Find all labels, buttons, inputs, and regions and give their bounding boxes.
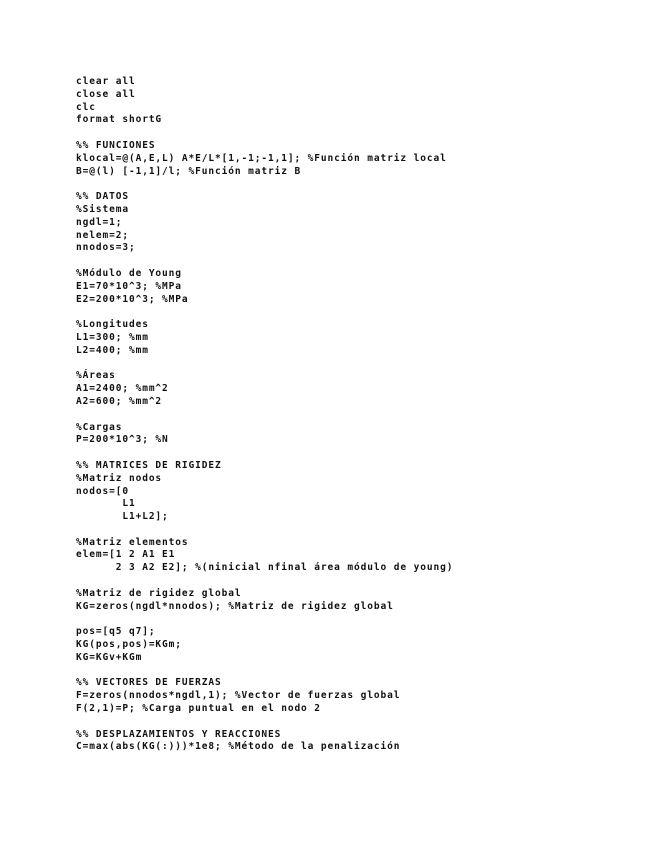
code-line <box>76 665 453 678</box>
code-line <box>76 306 453 319</box>
code-line: %Áreas <box>76 370 116 382</box>
code-line: %Matriz nodos <box>76 472 163 484</box>
code-line: %% DATOS <box>76 191 129 203</box>
code-line: klocal=@(A,E,L) A*E/L*[1,-1;-1,1]; %Función matriz local <box>76 152 447 164</box>
code-line: ngdl=1; <box>76 216 123 228</box>
code-line: L1+L2]; <box>76 511 169 523</box>
code-line: format shortG <box>76 114 163 126</box>
code-line: KG=zeros(ngdl*nnodos); %Matriz de rigidez global <box>76 600 394 612</box>
code-line: clear all <box>76 76 136 87</box>
code-line: %Matriz de rigidez global <box>76 587 242 599</box>
code-line: %Sistema <box>76 203 129 215</box>
code-line: nelem=2; <box>76 229 129 241</box>
code-line: F(2,1)=P; %Carga puntual en el nodo 2 <box>76 703 321 715</box>
code-line: %% MATRICES DE RIGIDEZ <box>76 459 222 471</box>
code-line <box>76 255 453 268</box>
code-line: A1=2400; %mm^2 <box>76 383 169 395</box>
code-line: E1=70*10^3; %MPa <box>76 280 182 292</box>
code-line <box>76 447 453 460</box>
code-line: nodos=[0 <box>76 485 129 497</box>
code-line: C=max(abs(KG(:)))*1e8; %Método de la penalización <box>76 741 401 753</box>
code-line: %% DESPLAZAMIENTOS Y REACCIONES <box>76 728 282 740</box>
code-line: %Cargas <box>76 421 123 433</box>
code-line: %Matriz elementos <box>76 536 189 548</box>
code-listing <box>76 76 453 754</box>
code-line: KG(pos,pos)=KGm; <box>76 639 182 651</box>
code-line: elem=[1 2 A1 E1 <box>76 549 176 561</box>
code-line: L2=400; %mm <box>76 344 149 356</box>
code-line: L1 <box>76 498 136 510</box>
code-line: close all <box>76 88 136 100</box>
code-line <box>76 613 453 626</box>
code-line: clc <box>76 101 96 113</box>
code-line: KG=KGv+KGm <box>76 651 143 663</box>
code-line: %Longitudes <box>76 319 149 331</box>
code-line <box>76 524 453 537</box>
code-line: %Módulo de Young <box>76 267 182 279</box>
code-line: B=@(l) [-1,1]/l; %Función matriz B <box>76 165 302 177</box>
code-line: pos=[q5 q7]; <box>76 626 156 638</box>
code-line: P=200*10^3; %N <box>76 434 169 446</box>
code-line: %% VECTORES DE FUERZAS <box>76 677 222 689</box>
code-line <box>76 409 453 422</box>
code-line: 2 3 A2 E2]; %(ninicial nfinal área módulo de young) <box>76 562 454 574</box>
code-line: A2=600; %mm^2 <box>76 395 163 407</box>
code-line <box>76 716 453 729</box>
code-line <box>76 127 453 140</box>
code-line <box>76 358 453 371</box>
code-line <box>76 575 453 588</box>
code-line: nnodos=3; <box>76 242 136 254</box>
code-line: L1=300; %mm <box>76 331 149 343</box>
code-line <box>76 178 453 191</box>
code-line: F=zeros(nnodos*ngdl,1); %Vector de fuerzas global <box>76 690 401 702</box>
code-line: E2=200*10^3; %MPa <box>76 293 189 305</box>
code-line: %% FUNCIONES <box>76 139 156 151</box>
